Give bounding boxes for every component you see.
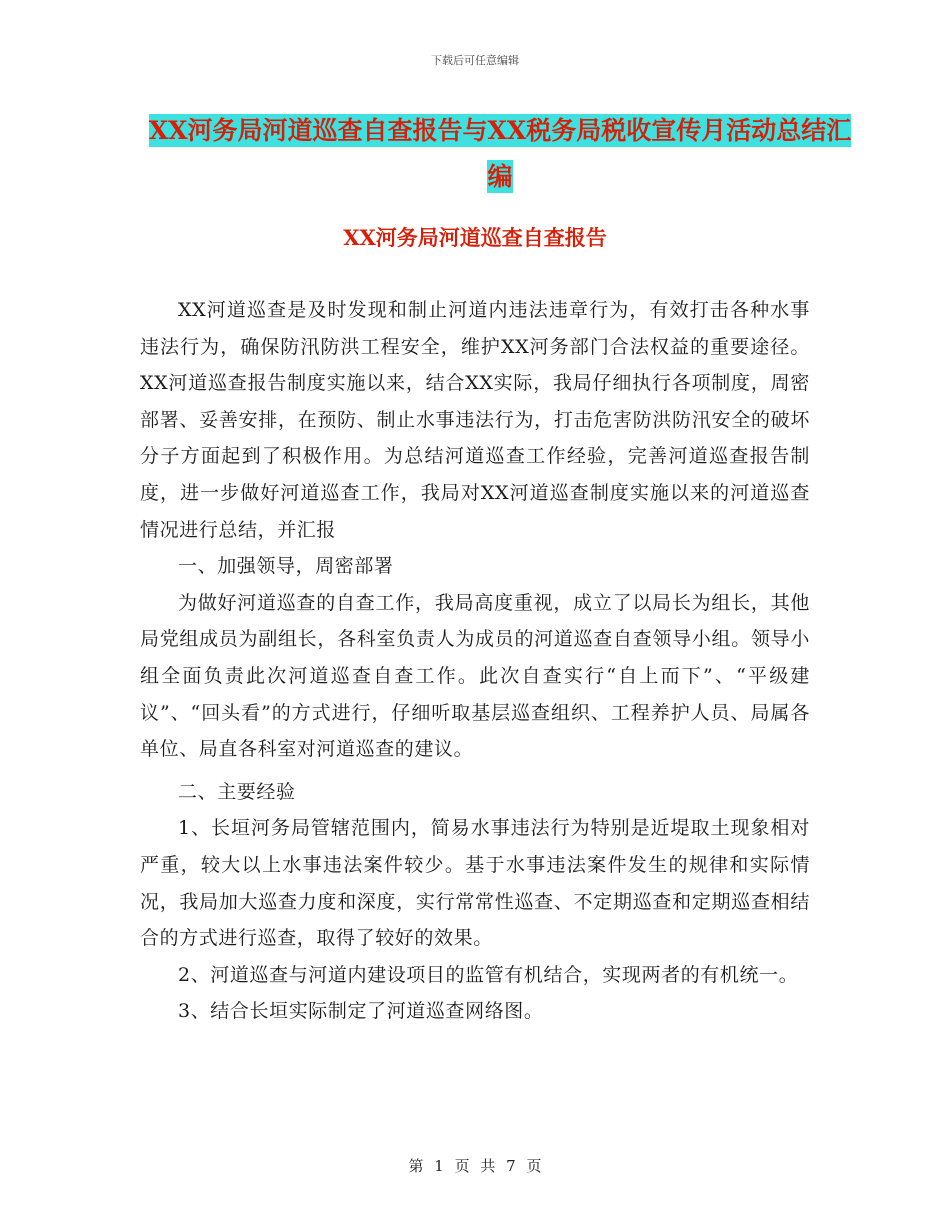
paragraph-experience-2: 2、河道巡查与河道内建设项目的监管有机结合，实现两者的有机统一。 (178, 963, 799, 986)
heading-strengthen-leadership: 一、加强领导，周密部署 (178, 555, 394, 578)
main-title-text: XX河务局河道巡查自查报告与XX税务局税收宣传月活动总结汇编 (148, 116, 852, 191)
paragraph-experience-1: 1、长垣河务局管辖范围内，简易水事违法行为特别是近堤取土现象相对严重，较大以上水事违法案件较少。基于水事违法案件发生的规律和实际情况，我局加大巡查力度和深度，实行常常性巡查、不定期巡查和定期巡查相结合的方式进行巡查，取得了较好的效果。 (140, 817, 810, 950)
page-number-footer: 第 1 页 共 7 页 (408, 1157, 542, 1175)
section-title: XX河务局河道巡查自查报告 (343, 225, 607, 250)
heading-main-experience: 二、主要经验 (178, 780, 296, 803)
document-main-title (140, 108, 860, 200)
page-header-note: 下载后可任意编辑 (431, 54, 519, 67)
paragraph-intro: XX河道巡查是及时发现和制止河道内违法违章行为，有效打击各种水事违法行为，确保防汛防洪工程安全，维护XX河务部门合法权益的重要途径。XX河道巡查报告制度实施以来，结合XX实际，我局仔细执行各项制度，周密部署、妥善安排，在预防、制止水事违法行为，打击危害防洪防汛安全的破坏分子方面起到了积极作用。为总结河道巡查工作经验，完善河道巡查报告制度，进一步做好河道巡查工作，我局对XX河道巡查制度实施以来的河道巡查情况进行总结，并汇报 (140, 299, 810, 541)
paragraph-leadership: 为做好河道巡查的自查工作，我局高度重视，成立了以局长为组长，其他局党组成员为副组长，各科室负责人为成员的河道巡查自查领导小组。领导小组全面负责此次河道巡查自查工作。此次自查实行“自上而下”、“平级建议”、“回头看”的方式进行，仔细听取基层巡查组织、工程养护人员、局属各单位、局直各科室对河道巡查的建议。 (140, 591, 810, 761)
document-body (140, 292, 810, 1030)
paragraph-experience-3: 3、结合长垣实际制定了河道巡查网络图。 (178, 1000, 544, 1023)
